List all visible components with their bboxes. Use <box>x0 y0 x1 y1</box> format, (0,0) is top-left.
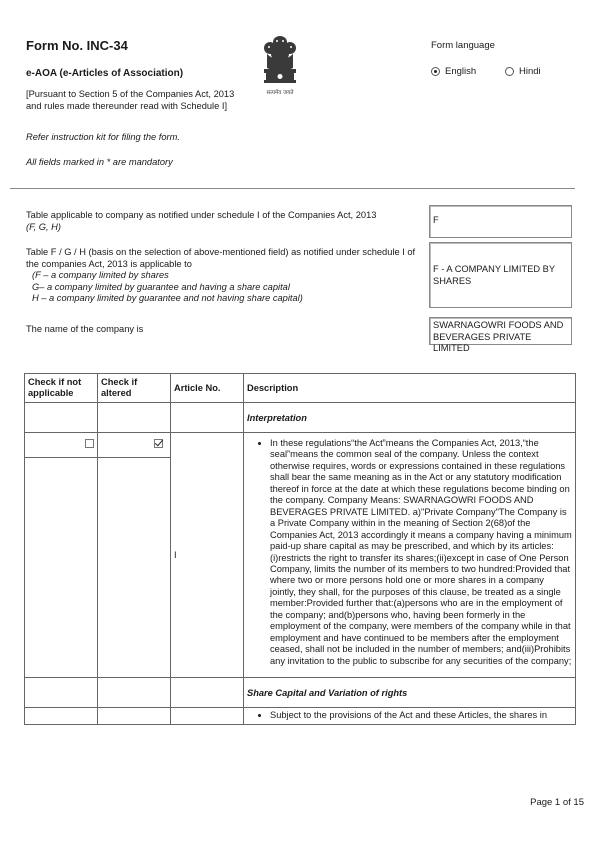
pursuant-line-2: and rules made thereunder read with Schedule I] <box>26 101 228 111</box>
section-cell-empty <box>171 403 244 433</box>
table-basis-field[interactable]: F - A COMPANY LIMITED BY SHARES <box>429 242 572 308</box>
description-cell <box>244 433 576 678</box>
table-basis-line-1: Table F / G / H (basis on the selection of above-mentioned field) as notified under schedule I of <box>26 247 416 257</box>
emblem-motto: सत्यमेव जयते <box>266 90 294 96</box>
table-applicable-label-line-2: (F, G, H) <box>26 221 61 232</box>
language-option-hindi[interactable] <box>505 66 541 77</box>
form-language-label: Form language <box>431 40 495 51</box>
table-basis-option-g: G– a company limited by guarantee and having a share capital <box>32 281 290 292</box>
table-basis-label <box>26 247 429 305</box>
header-description: Description <box>244 374 576 403</box>
row-cell-empty <box>98 708 171 725</box>
header-altered: Check if altered <box>98 374 171 403</box>
form-number: Form No. INC-34 <box>26 38 128 53</box>
section-title-interpretation: Interpretation <box>244 403 576 433</box>
table-basis-option-f: (F – a company limited by shares <box>32 270 169 280</box>
english-radio-label: English <box>445 66 477 77</box>
description-cell <box>244 708 576 725</box>
description-text: • In these regulations“the Act”means the Companies Act, 2013,“the seal”means the common seal of the company. Unless the context otherwise requires, words or expressions contained in these regulations shall bear the same meaning as in the Act or any statutory modification thereof in force at the date at which these regulations become binding on the company. Company Means: SWARNAGOWRI FOODS AND BEVERAGES PRIVATE LIMITED. a)"Private Company"The Company is a Private Company within in the meaning of Section 2(68)of the Companies Act, 2013 accordingly it means a company having a minimum paid-up share capital as may be prescribed, and which by its articles:(i)restricts the right to transfer its shares;(ii)except in case of One Person Company, limits the number of its members to two hundred:Provided that where two or more persons hold one or more shares in a company jointly, they shall, for the purposes of this clause, be treated as a single member:Provided further that:(a)persons who are in the employment of the company; and(b)persons who, having been formerly in the employment of the company, were members of the company while in that employment and have continued to be members after the employment ceased, shall not be included in the number of members; and(iii)Prohibits any invitation to the public to subscribe for any securities of the company; <box>270 438 572 667</box>
company-name-field[interactable]: SWARNAGOWRI FOODS AND BEVERAGES PRIVATE LIMITED <box>429 317 572 345</box>
table-applicable-label <box>26 210 421 233</box>
section-cell-empty <box>25 403 98 433</box>
altered-checkbox[interactable] <box>154 439 163 448</box>
not-applicable-cell <box>25 433 98 678</box>
description-text: • Subject to the provisions of the Act and these Articles, the shares in <box>270 710 572 721</box>
table-row <box>25 708 576 725</box>
english-radio[interactable] <box>431 67 440 76</box>
articles-table-header <box>25 374 576 403</box>
section-cell-empty <box>25 678 98 708</box>
instruction-note: Refer instruction kit for filing the form. <box>26 132 180 142</box>
table-applicable-label-line-1: Table applicable to company as notified under schedule I of the Companies Act, 2013 <box>26 210 377 220</box>
section-cell-empty <box>171 678 244 708</box>
language-option-english[interactable] <box>431 66 476 77</box>
national-emblem-icon <box>258 32 302 108</box>
company-name-label: The name of the company is <box>26 324 144 334</box>
pursuant-line-1: [Pursuant to Section 5 of the Companies Act, 2013 <box>26 89 235 99</box>
not-applicable-checkbox[interactable] <box>85 439 94 448</box>
section-title-share-capital: Share Capital and Variation of rights <box>244 678 576 708</box>
page-number: Page 1 of 15 <box>530 797 584 808</box>
table-row <box>25 433 576 678</box>
pursuant-text <box>26 88 234 112</box>
section-row-interpretation <box>25 403 576 433</box>
section-cell-empty <box>98 403 171 433</box>
table-applicable-field[interactable]: F <box>429 205 572 238</box>
section-cell-empty <box>98 678 171 708</box>
table-basis-line-2: the companies Act, 2013 is applicable to <box>26 258 192 269</box>
hindi-radio-label: Hindi <box>519 66 541 77</box>
section-row-share-capital <box>25 678 576 708</box>
header-divider <box>10 188 575 189</box>
article-number: I <box>171 433 244 678</box>
row-cell-empty <box>171 708 244 725</box>
header-not-applicable: Check if not applicable <box>25 374 98 403</box>
row-cell-empty <box>25 708 98 725</box>
hindi-radio[interactable] <box>505 67 514 76</box>
form-subtitle: e-AOA (e-Articles of Association) <box>26 68 184 79</box>
altered-cell <box>98 433 171 678</box>
mandatory-note: All fields marked in * are mandatory <box>26 157 173 167</box>
header-article-no: Article No. <box>171 374 244 403</box>
table-basis-option-h: H – a company limited by guarantee and not having share capital) <box>32 293 303 303</box>
articles-table <box>24 373 576 725</box>
